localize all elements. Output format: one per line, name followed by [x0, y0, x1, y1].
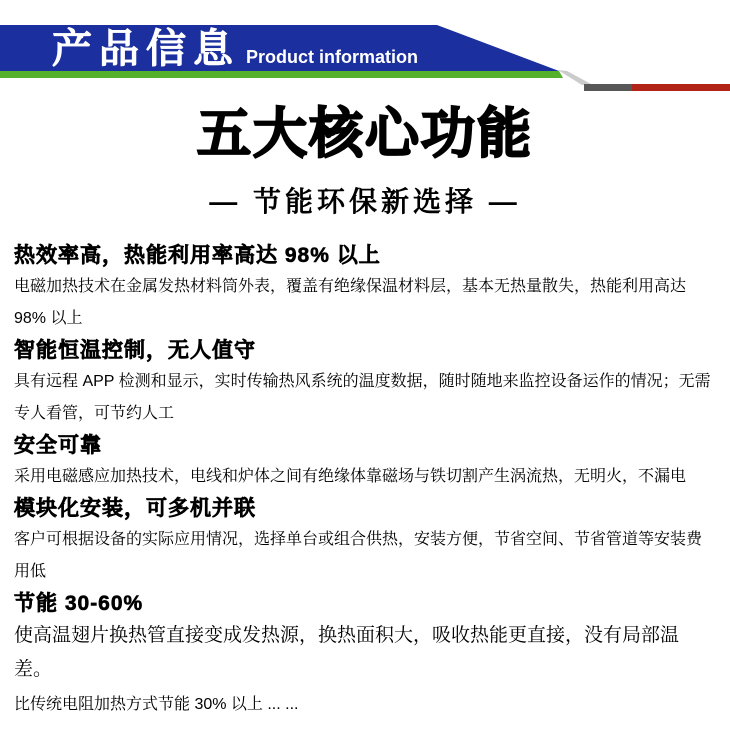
- feature-heading: 节能 30-60%: [14, 592, 144, 615]
- page-subtitle: — 节能环保新选择 —: [209, 186, 521, 217]
- feature-body: 电磁加热技术在金属发热材料筒外表，覆盖有绝缘保温材料层，基本无热量散失，热能利用高达 98% 以上: [14, 278, 687, 327]
- feature-section-energy-saving: [14, 590, 716, 721]
- feature-body-secondary: 比传统电阻加热方式节能 30% 以上 ... ...: [14, 696, 299, 713]
- feature-body: 采用电磁感应加热技术，电线和炉体之间有绝缘体靠磁场与铁切割产生涡流热，无明火，不漏电: [14, 468, 687, 485]
- feature-body: 具有远程 APP 检测和显示，实时传输热风系统的温度数据，随时随地来监控设备运作的情况；无需专人看管，可节约人工: [14, 373, 711, 422]
- ribbon-dark-gray-segment: [584, 84, 632, 91]
- ribbon-light-gray-connector: [558, 70, 591, 85]
- feature-body: 客户可根据设备的实际应用情况，选择单台或组合供热，安装方便，节省空间、节省管道等安装费用低: [14, 531, 703, 580]
- feature-heading: 安全可靠: [14, 434, 102, 457]
- feature-section-modular-install: [14, 495, 716, 588]
- banner-green-underline: [0, 71, 563, 78]
- feature-body: 使高温翅片换热管直接变成发热源，换热面积大，吸收热能更直接，没有局部温差。: [14, 625, 680, 680]
- header-banner: [0, 0, 730, 100]
- page-title: 五大核心功能: [197, 104, 533, 164]
- banner-title-en: Product information: [246, 47, 418, 67]
- feature-list: [0, 218, 730, 721]
- banner-title-zh: 产品信息: [52, 27, 240, 71]
- feature-heading: 热效率高，热能利用率高达 98% 以上: [14, 244, 381, 267]
- feature-heading: 模块化安装，可多机并联: [14, 497, 256, 520]
- feature-section-smart-thermostat: [14, 337, 716, 430]
- feature-section-thermal-efficiency: [14, 242, 716, 335]
- feature-section-safety: [14, 432, 716, 493]
- feature-heading: 智能恒温控制，无人值守: [14, 339, 256, 362]
- ribbon-red-segment: [632, 84, 730, 91]
